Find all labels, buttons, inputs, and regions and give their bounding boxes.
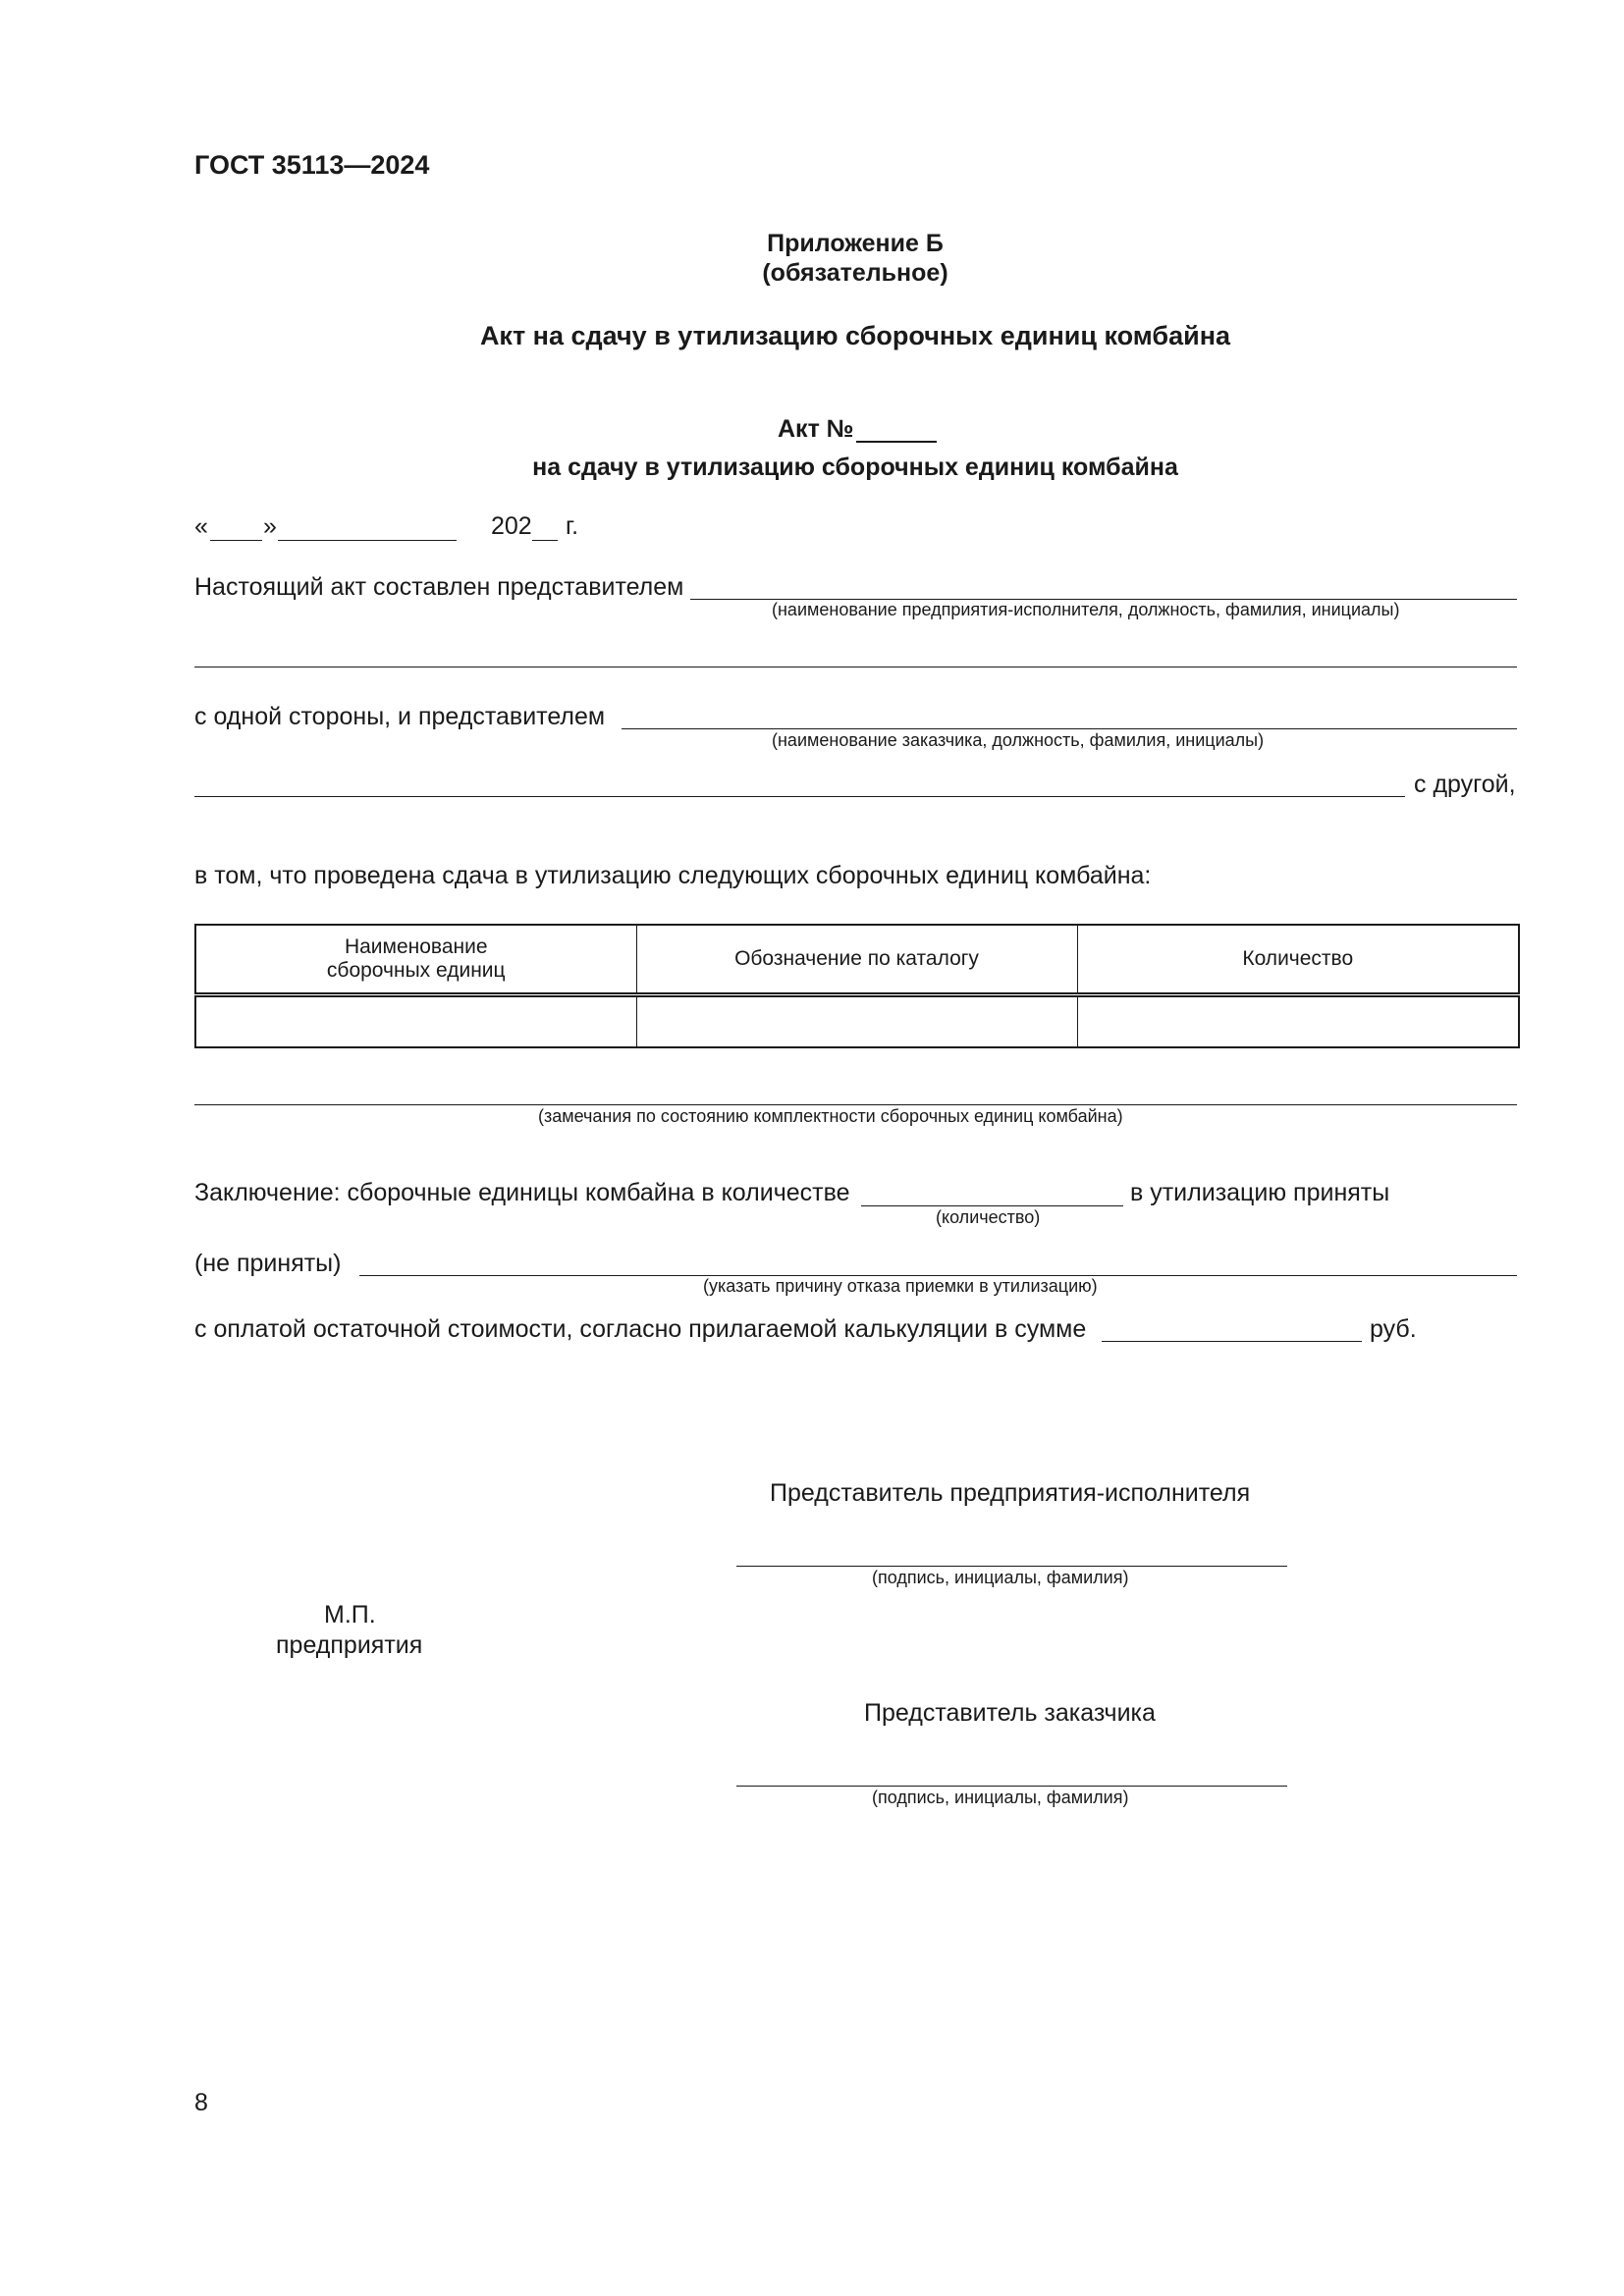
document-title: Акт на сдачу в утилизацию сборочных единиц комбайна [479, 321, 1231, 350]
other-side-label: с другой, [1414, 771, 1516, 798]
cell-unit-name [195, 995, 636, 1048]
seal-enterprise: предприятия [276, 1631, 423, 1659]
date-day-blank [210, 540, 262, 541]
quantity-caption: (количество) [936, 1207, 1041, 1227]
customer-signature-blank [736, 1786, 1287, 1787]
one-side-label: с одной стороны, и представителем [194, 703, 606, 730]
cell-catalog-designation [636, 995, 1077, 1048]
customer-blank [622, 728, 1517, 729]
header-quantity: Количество [1077, 925, 1519, 995]
not-accepted-label: (не приняты) [194, 1250, 342, 1277]
executor-rep-title: Представитель предприятия-исполнителя [770, 1479, 1251, 1507]
appendix-status: (обязательное) [762, 259, 948, 287]
date-year-suffix: г. [566, 512, 579, 540]
table-row [195, 995, 1519, 1048]
standard-number: ГОСТ 35113—2024 [194, 150, 430, 180]
customer-signature-caption: (подпись, инициалы, фамилия) [872, 1788, 1129, 1807]
table-header-row [195, 925, 1519, 995]
remarks-caption: (замечания по состоянию комплектности сборочных единиц комбайна) [538, 1106, 1123, 1126]
quantity-blank [861, 1205, 1123, 1206]
executor-signature-blank [736, 1566, 1287, 1567]
header-catalog-designation: Обозначение по каталогу [636, 925, 1077, 995]
payment-text: с оплатой остаточной стоимости, согласно прилагаемой калькуляции в сумме [194, 1315, 1087, 1343]
seal-label: М.П. [324, 1601, 376, 1629]
form-subtitle: на сдачу в утилизацию сборочных единиц комбайна [532, 454, 1178, 481]
assembly-units-table [194, 924, 1520, 1048]
customer-blank-continued [194, 796, 1405, 797]
conclusion-prefix: Заключение: сборочные единицы комбайна в количестве [194, 1179, 850, 1206]
executor-caption: (наименование предприятия-исполнителя, должность, фамилия, инициалы) [772, 600, 1400, 619]
amount-blank [1102, 1341, 1362, 1342]
reason-caption: (указать причину отказа приемки в утилизацию) [703, 1276, 1098, 1296]
customer-caption: (наименование заказчика, должность, фамилия, инициалы) [772, 730, 1265, 750]
drawn-up-by-label: Настоящий акт составлен представителем [194, 573, 684, 601]
date-month-blank [278, 540, 457, 541]
appendix-title: Приложение Б [767, 230, 944, 257]
remarks-blank [194, 1104, 1517, 1105]
act-number-label: Акт № [778, 415, 854, 443]
executor-signature-caption: (подпись, инициалы, фамилия) [872, 1568, 1129, 1587]
customer-rep-title: Представитель заказчика [864, 1699, 1156, 1727]
date-open-quote: « [194, 512, 208, 540]
intro-text: в том, что проведена сдача в утилизацию следующих сборочных единиц комбайна: [194, 862, 1152, 889]
date-close-quote: » [263, 512, 277, 540]
date-year-prefix: 202 [491, 512, 532, 540]
conclusion-suffix: в утилизацию приняты [1130, 1179, 1390, 1206]
page-number: 8 [194, 2089, 208, 2116]
date-year-blank [532, 540, 558, 541]
currency-label: руб. [1370, 1315, 1417, 1343]
header-unit-name: Наименование сборочных единиц [195, 925, 636, 995]
cell-quantity [1077, 995, 1519, 1048]
act-number-blank [856, 441, 937, 443]
